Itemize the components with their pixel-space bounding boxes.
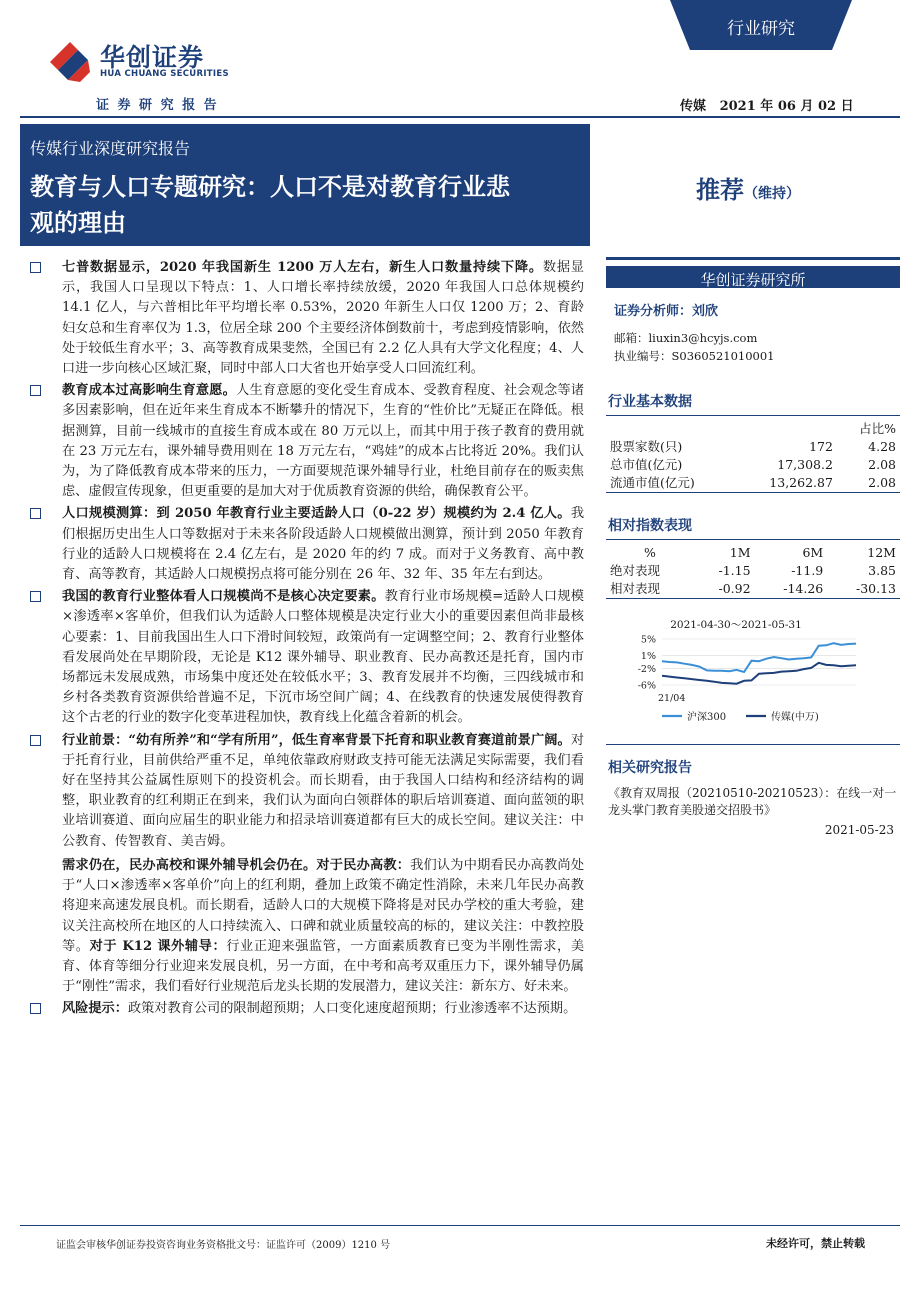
summary-paragraph-5 xyxy=(28,731,584,852)
footer-copyright: 未经许可，禁止转载 xyxy=(766,1237,865,1250)
summary-paragraph-2 xyxy=(28,381,584,502)
summary-column xyxy=(28,258,584,1022)
table-row xyxy=(606,438,900,456)
chart-title: 2021-04-30～2021-05-31 xyxy=(670,619,802,631)
paragraph-text: 教育行业市场规模=适龄人口规模×渗透率×客单价，但我们认为适龄人口整体规模是决定行业大小的重要因素但尚非最核心要素：1、目前我国出生人口下滑时间较短，政策尚有一定调整空间；2、教育行业整体看发展尚处在早期阶段，无论是 K12 课外辅导、职业教育、民办高教还是托育，国内市场都远未发展成熟，市场集中度还处在较低水平；3、教育发展并不均衡，三四线城市和乡村各类教育资源供给普遍不足，下沉市场空间广阔；4、在线教育的快速发展使得教育这个古老的行业的数字化变革进程加快，教育线上化蕴含着新的机会。 xyxy=(62,589,584,726)
analyst-contact xyxy=(614,329,900,365)
series-line-media xyxy=(662,663,856,684)
series-line-hs300 xyxy=(662,643,856,672)
header-cell: 6M xyxy=(802,545,824,560)
index-chart xyxy=(606,605,900,745)
chart-x-start-label: 21/04 xyxy=(658,693,686,704)
related-report-link[interactable]: 《教育双周报（20210510-20210523）：在线一对一龙头掌门教育美股递交招股书》 xyxy=(608,786,897,817)
row-6m: -11.9 xyxy=(791,563,824,578)
paragraph-text: 我们认为中期看民办高教尚处于“人口×渗透率×客单价”向上的红利期，叠加上政策不确定性消除，未来几年民办高教将迎来高速发展良机。而长期看，适龄人口的大规模下降将是对民办学校的重大考验，建议关注高校所在地区的人口持续流入、口碑和就业质量较高的标的，建议关注：中教控股等。 xyxy=(62,857,585,954)
footer-rule xyxy=(20,1225,900,1226)
analyst-name: 证券分析师：刘欣 xyxy=(614,304,719,319)
checkbox-bullet-icon xyxy=(30,735,41,746)
basic-data-table xyxy=(606,420,900,493)
summary-paragraph-1 xyxy=(28,258,584,379)
institute-wrap xyxy=(606,257,900,288)
checkbox-bullet-icon xyxy=(30,591,41,602)
chart-y-tick-label: -2% xyxy=(637,663,656,675)
report-title xyxy=(30,169,578,241)
paragraph-text: 人生育意愿的变化受生育成本、受教育程度、社会观念等诸多因素影响，但在近年来生育成本不断攀升的情况下，生育的“性价比”无疑正在降低。根据测算，目前一线城市的直接生育成本或在 80 万元以上，而其中用于孩子教育的费用就在 23 万元左右，课外辅导费用则在 18 万元左右，“鸡娃”的成本占比将近 20%。我们认为，为了降低教育成本带来的压力，一方面要规范课外辅导行业，杜绝目前存在的贩卖焦虑、虚假宣传现象，但更重要的是加大对于优质教育资源的供给，确保教育公平。 xyxy=(62,383,585,500)
performance-table xyxy=(606,544,900,599)
row-value: 13,262.87 xyxy=(736,474,837,493)
report-date: 2021 年 06 月 02 日 xyxy=(719,99,854,114)
row-label: 绝对表现 xyxy=(610,563,661,578)
paragraph-heading: 教育成本过高影响生育意愿。 xyxy=(62,383,237,399)
institute-name: 华创证券研究所 xyxy=(606,260,900,288)
report-subtitle: 传媒行业深度研究报告 xyxy=(30,139,191,158)
basic-data-title: 行业基本数据 xyxy=(608,394,692,410)
chart-y-tick-label: 5% xyxy=(640,634,656,646)
header-cell: 1M xyxy=(729,545,751,560)
legend-label-hs300: 沪深300 xyxy=(687,712,727,723)
checkbox-bullet-icon xyxy=(30,1003,41,1014)
rating xyxy=(696,170,800,205)
row-1m: -1.15 xyxy=(718,563,751,578)
report-title-line1: 教育与人口专题研究：人口不是对教育行业悲 xyxy=(30,172,510,201)
analyst-license: 执业编号：S0360521010001 xyxy=(614,349,775,363)
summary-paragraph-3 xyxy=(28,504,584,585)
related-report-date: 2021-05-23 xyxy=(824,823,894,837)
report-date-line xyxy=(680,95,854,114)
table-row xyxy=(606,456,900,474)
industry-research-tag xyxy=(670,0,852,50)
row-label: 总市值(亿元) xyxy=(610,457,683,472)
section-rule xyxy=(606,539,900,540)
paragraph-heading: 人口规模测算：到 2050 年教育行业主要适龄人口（0-22 岁）规模约为 2.4 亿人。 xyxy=(62,506,571,522)
chart-series xyxy=(662,643,856,684)
logo-text-en: HUA CHUANG SECURITIES xyxy=(100,69,229,79)
analyst-email[interactable]: 邮箱：liuxin3@hcyjs.com xyxy=(614,331,758,345)
paragraph-text: 我们根据历史出生人口等数据对于未来各阶段适龄人口规模做出测算，预计到 2050 年教育行业的适龄人口规模将在 2.4 亿左右，是 2020 年的约 7 成。而对于义务教育、高中教育、高等教育，其适龄人口规模拐点将可能分别在 26 年、32 年、35 年左右到达。 xyxy=(62,506,584,583)
checkbox-bullet-icon xyxy=(30,385,41,396)
company-logo xyxy=(48,38,238,90)
summary-paragraph-6 xyxy=(28,856,584,997)
title-box xyxy=(20,124,590,246)
table-header-row xyxy=(606,420,900,438)
table-header-row xyxy=(606,544,900,562)
sidebar xyxy=(606,257,900,837)
table-row xyxy=(606,580,900,599)
row-1m: -0.92 xyxy=(694,580,755,599)
row-pct: 4.28 xyxy=(868,439,896,454)
header-rule xyxy=(20,116,900,118)
row-12m: 3.85 xyxy=(868,563,896,578)
header-cell: 12M xyxy=(867,545,896,560)
chart-y-tick-label: -6% xyxy=(637,680,656,692)
checkbox-bullet-icon xyxy=(30,508,41,519)
row-label: 流通市值(亿元) xyxy=(606,474,736,493)
rating-main: 推荐 xyxy=(696,176,744,204)
footer-license-note: 证监会审核华创证券投资咨询业务资格批文号：证监许可（2009）1210 号 xyxy=(56,1240,391,1251)
report-type: 证 券 研 究 报 告 xyxy=(96,98,219,113)
index-chart-svg xyxy=(606,605,900,745)
report-title-line2: 观的理由 xyxy=(30,208,126,237)
tag-label: 行业研究 xyxy=(727,19,795,39)
table-row xyxy=(606,474,900,493)
related-reports-title: 相关研究报告 xyxy=(608,760,692,776)
row-6m: -14.26 xyxy=(755,580,828,599)
summary-paragraph-4 xyxy=(28,587,584,728)
paragraph-heading: 七普数据显示，2020 年我国新生 1200 万人左右，新生人口数量持续下降。 xyxy=(62,260,543,275)
performance-title: 相对指数表现 xyxy=(608,518,692,534)
legend-label-media: 传媒(中万) xyxy=(771,712,819,723)
row-label: 股票家数(只) xyxy=(610,439,683,454)
chart-y-ticks xyxy=(638,635,656,692)
paragraph-heading: 行业前景：“幼有所养”和“学有所用”，低生育率背景下托育和职业教育赛道前景广阔。 xyxy=(62,732,571,748)
pct-header: 占比% xyxy=(859,421,896,436)
paragraph-heading: 我国的教育行业整体看人口规模尚不是核心决定要素。 xyxy=(62,589,385,605)
paragraph-heading: 风险提示： xyxy=(62,1001,128,1017)
summary-paragraph-risk xyxy=(28,999,584,1019)
logo-text-cn: 华创证券 xyxy=(100,43,205,72)
table-row xyxy=(606,562,900,580)
header-cell: % xyxy=(643,545,656,560)
row-12m: -30.13 xyxy=(827,580,900,599)
row-pct: 2.08 xyxy=(868,457,896,472)
row-pct: 2.08 xyxy=(837,474,900,493)
sector-label: 传媒 xyxy=(680,99,707,114)
paragraph-heading-2: 对于 K12 课外辅导： xyxy=(89,938,227,954)
row-label: 相对表现 xyxy=(606,580,694,599)
paragraph-text-2: 行业正迎来强监管，一方面素质教育已变为半刚性需求，美育、体育等细分行业迎来发展良机，另一方面，在中考和高考双重压力下，课外辅导仍属于“刚性”需求，我们看好行业规范后龙头长期的发展潜力，建议关注：新东方、好未来。 xyxy=(62,938,585,995)
row-value: 17,308.2 xyxy=(777,457,833,472)
section-rule xyxy=(606,415,900,416)
paragraph-text: 政策对教育公司的限制超预期；人口变化速度超预期；行业渗透率不达预期。 xyxy=(127,1001,577,1017)
paragraph-text: 数据显示，我国人口呈现以下特点：1、人口增长率持续放缓，2020 年我国人口总体规模约 14.1 亿人，与六普相比年平均增长率 0.53%，2020 年新生人口仅 1200 万；2、育龄妇女总和生育率仅为 1.3，位居全球 200 个主要经济体倒数前十，考虑到疫情影响，依然处于较低生育水平；3、高等教育成果斐然，全国已有 2.2 亿人具有大学文化程度；4、人口进一步向核心区域汇聚，同时中部人口大省也开始享受人口回流红利。 xyxy=(62,260,584,377)
chart-y-tick-label: 1% xyxy=(640,651,656,663)
row-value: 172 xyxy=(809,439,833,454)
checkbox-bullet-icon xyxy=(30,262,41,273)
paragraph-text: 对于托育行业，目前供给严重不足，单纯依靠政府财政支持可能无法满足实际需要，我们看好在坚持其公益属性原则下的投资机会。而长期看，由于我国人口结构和经济结构的调整，职业教育的红利期正在到来，我们认为面向白领群体的职后培训赛道、面向蓝领的职业培训赛道、面向应届生的职业能力和招录培训赛道都有巨大的成长空间。建议关注：中公教育、传智教育、美吉姆。 xyxy=(62,732,584,849)
logo-mark-icon xyxy=(48,40,92,84)
paragraph-heading: 需求仍在，民办高校和课外辅导机会仍在。对于民办高教： xyxy=(62,857,411,873)
rating-sub: （维持） xyxy=(744,186,800,202)
